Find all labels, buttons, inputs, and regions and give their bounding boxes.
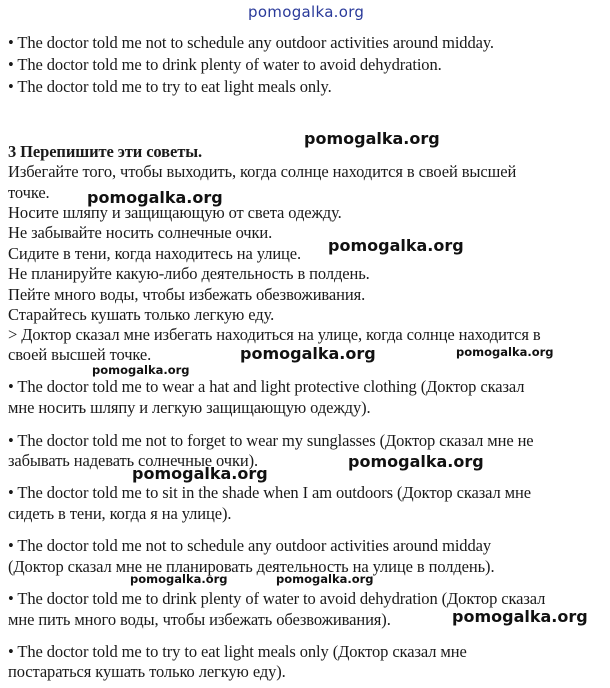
watermark: pomogalka.org xyxy=(240,344,376,363)
watermark: pomogalka.org xyxy=(304,129,440,148)
watermark: pomogalka.org xyxy=(130,572,228,586)
answer-line: • The doctor told me to wear a hat and light protective clothing (Доктор сказал xyxy=(8,377,525,396)
answer-line: забывать надевать солнечные очки). xyxy=(8,451,259,470)
answer-line: сидеть в тени, когда я на улице). xyxy=(8,504,232,523)
section-heading: 3 Перепишите эти советы. xyxy=(8,142,203,161)
intro-line: • The doctor told me to try to eat light meals only. xyxy=(8,77,332,96)
answer-line: • The doctor told me to drink plenty of water to avoid dehydration (Доктор сказал xyxy=(8,589,546,608)
advice-line: Пейте много воды, чтобы избежать обезвоживания. xyxy=(8,285,366,304)
advice-line: Старайтесь кушать только легкую еду. xyxy=(8,305,275,324)
watermark: pomogalka.org xyxy=(87,188,223,207)
answer-line: • The doctor told me not to forget to wear my sunglasses (Доктор сказал мне не xyxy=(8,431,534,450)
advice-line: точке. xyxy=(8,183,50,202)
intro-line: • The doctor told me to drink plenty of water to avoid dehydration. xyxy=(8,55,442,74)
watermark: pomogalka.org xyxy=(328,236,464,255)
watermark: pomogalka.org xyxy=(132,464,268,483)
watermark: pomogalka.org xyxy=(456,345,554,359)
answer-line: • The doctor told me to try to eat light meals only (Доктор сказал мне xyxy=(8,642,467,661)
watermark: pomogalka.org xyxy=(276,572,374,586)
answer-line: постараться кушать только легкую еду). xyxy=(8,662,286,681)
watermark: pomogalka.org xyxy=(348,452,484,471)
advice-line: Избегайте того, чтобы выходить, когда солнце находится в своей высшей xyxy=(8,162,517,181)
intro-line: • The doctor told me not to schedule any outdoor activities around midday. xyxy=(8,33,494,52)
advice-line: Носите шляпу и защищающую от света одежду. xyxy=(8,203,342,222)
advice-line: Не забывайте носить солнечные очки. xyxy=(8,223,273,242)
answer-line: (Доктор сказал мне не планировать деятельность на улице в полдень). xyxy=(8,557,495,576)
watermark: pomogalka.org xyxy=(92,363,190,377)
advice-line: Не планируйте какую-либо деятельность в полдень. xyxy=(8,264,370,283)
watermark: pomogalka.org xyxy=(452,607,588,626)
answer-line: • The doctor told me not to schedule any outdoor activities around midday xyxy=(8,536,491,555)
answer-line: мне пить много воды, чтобы избежать обезвоживания). xyxy=(8,610,391,629)
answer-line: > Доктор сказал мне избегать находиться на улице, когда солнце находится в xyxy=(8,325,541,344)
answer-line: • The doctor told me to sit in the shade when I am outdoors (Доктор сказал мне xyxy=(8,483,531,502)
answer-line: мне носить шляпу и легкую защищающую одежду). xyxy=(8,398,371,417)
watermark-top: pomogalka.org xyxy=(248,3,365,21)
advice-line: Сидите в тени, когда находитесь на улице. xyxy=(8,244,302,263)
answer-line: своей высшей точке. xyxy=(8,345,152,364)
